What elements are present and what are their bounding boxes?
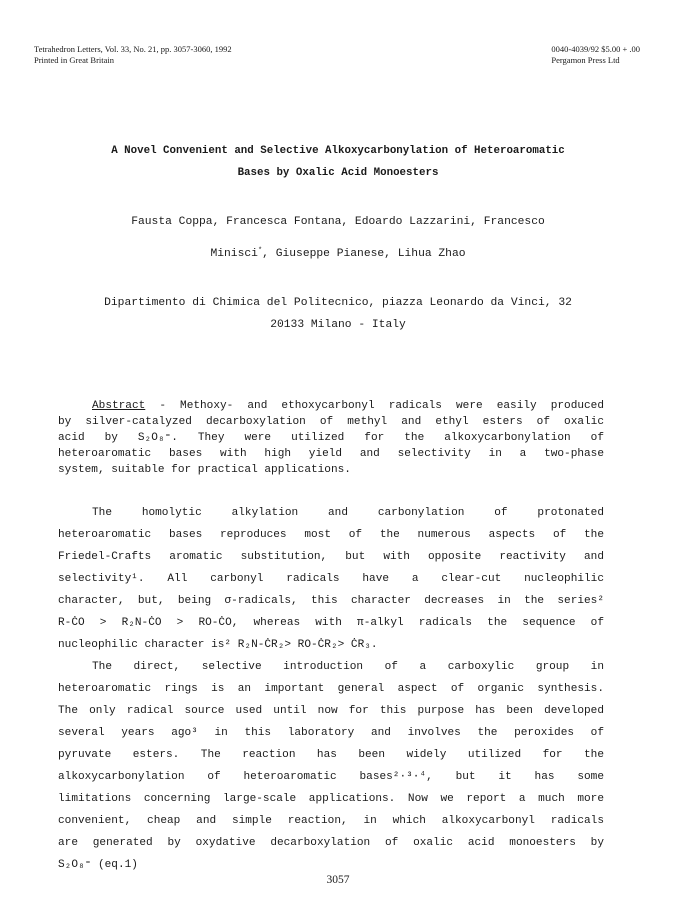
body-line: selectivity¹. All carbonyl radicals have a clear-cut nucleophilic bbox=[58, 573, 604, 585]
abstract-label: Abstract bbox=[92, 400, 146, 412]
journal-citation: Tetrahedron Letters, Vol. 33, No. 21, pp. 3057-3060, 1992 bbox=[34, 44, 232, 54]
paper-title bbox=[0, 140, 676, 184]
body-line: nucleophilic character is² R₂N-ĊR₂> RO-ĊR₂> ĊR₃. bbox=[58, 639, 378, 651]
affiliation-line-1: Dipartimento di Chimica del Politecnico, piazza Leonardo da Vinci, 32 bbox=[104, 297, 572, 309]
abstract-line: system, suitable for practical applications. bbox=[58, 464, 351, 476]
abstract-line: by silver-catalyzed decarboxylation of methyl and ethyl esters of oxalic bbox=[58, 416, 604, 428]
body-line: The homolytic alkylation and carbonylation of protonated bbox=[92, 507, 604, 519]
body-line: pyruvate esters. The reaction has been widely utilized for the bbox=[58, 749, 604, 761]
other-authors: , Giuseppe Pianese, Lihua Zhao bbox=[262, 248, 466, 260]
abstract-line: Abstract - Methoxy- and ethoxycarbonyl radicals were easily produced bbox=[92, 400, 604, 412]
issn-price: 0040-4039/92 $5.00 + .00 bbox=[551, 44, 640, 54]
affiliation bbox=[0, 292, 676, 336]
body-line: limitations concerning large-scale applications. Now we report a much more bbox=[58, 793, 604, 805]
title-line-1: A Novel Convenient and Selective Alkoxycarbonylation of Heteroaromatic bbox=[111, 145, 565, 157]
body-line: alkoxycarbonylation of heteroaromatic bases²·³·⁴, but it has some bbox=[58, 771, 604, 783]
affiliation-line-2: 20133 Milano - Italy bbox=[270, 319, 406, 331]
title-line-2: Bases by Oxalic Acid Monoesters bbox=[237, 167, 439, 179]
body-text bbox=[58, 502, 604, 876]
corresponding-mark: * bbox=[257, 247, 263, 255]
abstract-line: heteroaromatic bases with high yield and selectivity in a two-phase bbox=[58, 448, 604, 460]
body-line: convenient, cheap and simple reaction, in which alkoxycarbonyl radicals bbox=[58, 815, 604, 827]
body-line: heteroaromatic rings is an important general aspect of organic synthesis. bbox=[58, 683, 604, 695]
body-line: S₂O₈⁼ (eq.1) bbox=[58, 859, 138, 871]
authors-line-2 bbox=[0, 238, 676, 270]
body-line: The only radical source used until now for this purpose has been developed bbox=[58, 705, 604, 717]
corresponding-author: Minisci bbox=[210, 248, 258, 260]
abstract-line: acid by S₂O₈⁼. They were utilized for the alkoxycarbonylation of bbox=[58, 432, 604, 444]
authors-line-1: Fausta Coppa, Francesca Fontana, Edoardo Lazzarini, Francesco bbox=[131, 216, 545, 228]
publisher: Pergamon Press Ltd bbox=[551, 55, 620, 65]
body-line: The direct, selective introduction of a carboxylic group in bbox=[92, 661, 604, 673]
page-number: 3057 bbox=[326, 874, 350, 886]
journal-header-right bbox=[551, 44, 640, 66]
body-line: character, but, being σ-radicals, this character decreases in the series² bbox=[58, 595, 604, 607]
printed-location: Printed in Great Britain bbox=[34, 55, 115, 65]
body-line: Friedel-Crafts aromatic substitution, but with opposite reactivity and bbox=[58, 551, 604, 563]
abstract bbox=[58, 398, 604, 478]
author-list bbox=[0, 206, 676, 270]
body-line: are generated by oxydative decarboxylation of oxalic acid monoesters by bbox=[58, 837, 604, 849]
body-line: several years ago³ in this laboratory and involves the peroxides of bbox=[58, 727, 604, 739]
body-line: heteroaromatic bases reproduces most of the numerous aspects of the bbox=[58, 529, 604, 541]
journal-header-left bbox=[34, 44, 232, 66]
body-line: R-ĊO > R₂N-ĊO > RO-ĊO, whereas with π-alkyl radicals the sequence of bbox=[58, 617, 604, 629]
